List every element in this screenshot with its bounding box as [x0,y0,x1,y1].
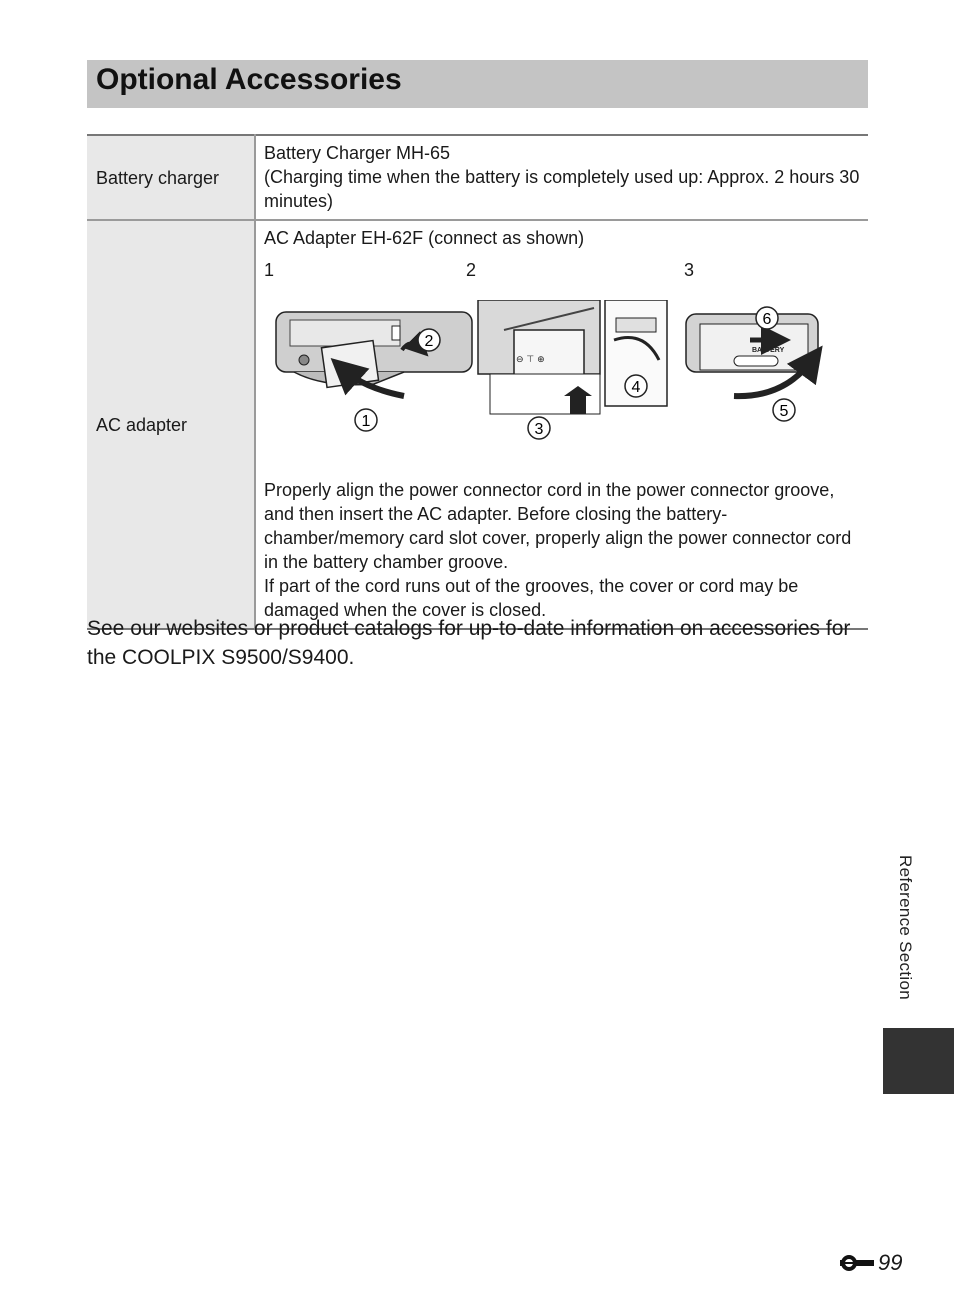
page-title: Optional Accessories [96,63,402,96]
callout-3 [528,417,550,439]
callout-1 [355,409,377,431]
step-1-label: 1 [264,260,275,280]
callout-2 [418,329,440,351]
step-3-label: 3 [684,260,695,280]
accessories-table [87,134,868,630]
adapter-description-paragraph-2: If part of the cord runs out of the grooves, the cover or cord may be damaged when the cover is closed. [264,576,799,620]
title-bar [87,60,868,108]
callout-5 [773,399,795,421]
battery-polarity-marks: ⊖ ⊤ ⊕ [516,355,545,365]
adapter-heading: AC Adapter EH-62F (connect as shown) [264,228,585,248]
adapter-description [264,478,860,622]
page-number-value: 99 [878,1250,903,1275]
adapter-description-paragraph-1: Properly align the power connector cord in the power connector groove, and then insert the AC adapter. Before closing the battery-chamber/memory card slot cover, properly align the power connector cord in the battery chamber groove. [264,480,852,572]
reference-section-icon [840,1252,874,1274]
callout-4 [625,375,647,397]
charger-model: Battery Charger MH-65 [264,143,451,163]
svg-text:2: 2 [424,333,434,350]
svg-text:3: 3 [534,421,544,438]
accessories-footnote: See our websites or product catalogs for up-to-date information on accessories for the COOLPIX S9500/S9400. [87,617,851,669]
callout-6 [756,307,778,329]
svg-text:4: 4 [631,379,641,396]
step-2-label: 2 [466,260,477,280]
section-tab-marker [883,1028,954,1094]
row-content-battery-charger [255,135,868,220]
table-row [87,135,868,220]
battery-cover-label: BATTERY [752,347,785,354]
row-label-battery-charger: Battery charger [87,135,255,220]
connection-illustration [264,300,860,450]
camera-diagram [264,300,864,450]
section-side-label: Reference Section [896,855,915,1000]
step-numbers [264,258,860,300]
page-number [840,1250,902,1276]
row-label-ac-adapter: AC adapter [87,220,255,629]
svg-text:5: 5 [779,403,789,420]
charger-note: (Charging time when the battery is completely used up: Approx. 2 hours 30 minutes) [264,167,860,211]
svg-text:1: 1 [361,413,371,430]
panel-4-close-cover [686,314,818,396]
row-content-ac-adapter [255,220,868,629]
table-row [87,220,868,629]
panel-1-camera-bottom [276,312,472,396]
svg-text:6: 6 [762,311,772,328]
